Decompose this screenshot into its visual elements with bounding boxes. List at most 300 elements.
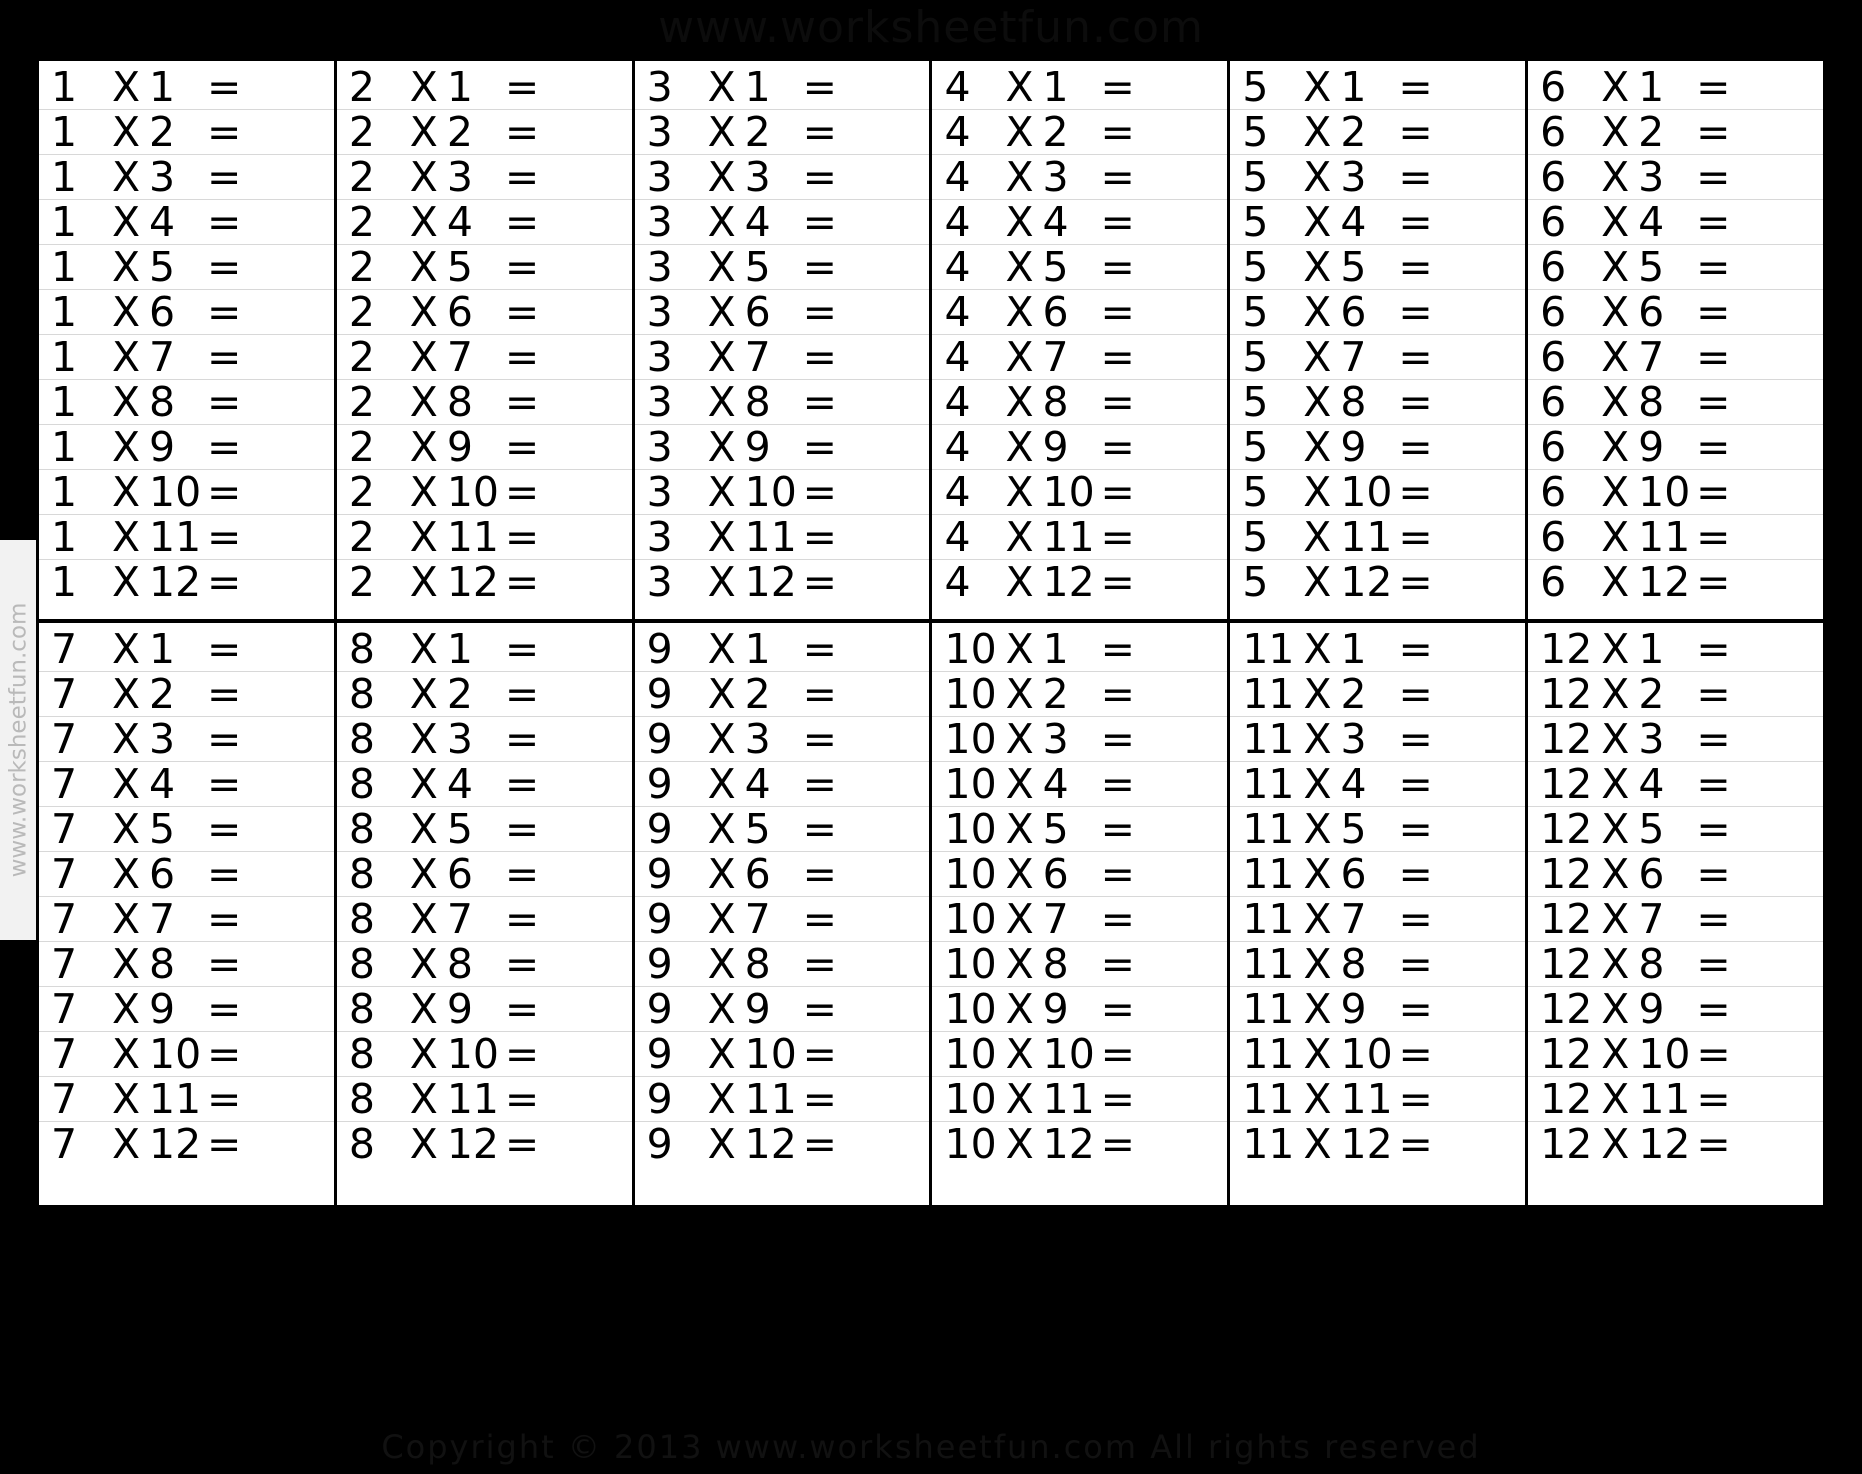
- multiply-operator: X: [111, 242, 141, 291]
- equals-sign: =: [1398, 332, 1433, 381]
- multiply-operator: X: [111, 669, 141, 718]
- equals-sign: =: [1100, 467, 1135, 516]
- multiplicand: 5: [1242, 467, 1269, 516]
- multiplicand: 8: [348, 669, 375, 718]
- multiplier: 2: [1638, 669, 1665, 718]
- multiplicand: 2: [348, 287, 375, 336]
- equals-sign: =: [802, 1120, 838, 1168]
- multiplier: 5: [744, 242, 771, 291]
- problem-row: [635, 849, 930, 898]
- multiplicand: 6: [1540, 287, 1567, 336]
- problem-row: [635, 152, 930, 201]
- equals-sign: =: [1100, 1074, 1136, 1123]
- multiplicand: 9: [646, 1120, 673, 1168]
- multiplicand: 4: [944, 152, 971, 201]
- problem-row: [337, 984, 632, 1033]
- equals-sign: =: [1398, 558, 1433, 606]
- multiplicand: 9: [646, 984, 673, 1033]
- equals-sign: =: [1696, 242, 1731, 291]
- equals-sign: =: [1398, 849, 1433, 898]
- equals-sign: =: [1100, 377, 1135, 426]
- problem-row: [932, 512, 1227, 561]
- table-column-3: [635, 61, 933, 619]
- multiply-operator: X: [1005, 377, 1034, 426]
- multiply-operator: X: [1303, 62, 1332, 111]
- multiply-operator: X: [707, 894, 736, 943]
- problem-row: [39, 804, 334, 853]
- multiplier: 3: [1340, 152, 1367, 201]
- equals-sign: =: [1100, 669, 1136, 718]
- problem-row: [932, 422, 1227, 471]
- problem-row: [932, 197, 1227, 246]
- multiplicand: 3: [646, 512, 673, 561]
- problem-row: [635, 939, 930, 988]
- equals-sign: =: [1398, 804, 1433, 853]
- problem-row: [635, 1074, 930, 1123]
- multiplier: 1: [149, 624, 176, 673]
- worksheet-sheet: [36, 58, 1826, 1208]
- multiplier: 6: [1638, 287, 1665, 336]
- multiplicand: 4: [944, 377, 971, 426]
- multiplier: 6: [446, 287, 473, 336]
- multiplicand: 4: [944, 512, 971, 561]
- multiplier: 12: [1042, 558, 1095, 606]
- equals-sign: =: [1398, 939, 1433, 988]
- problem-row: [1528, 287, 1823, 336]
- multiply-operator: X: [1005, 197, 1034, 246]
- problem-row: [39, 1029, 334, 1078]
- multiplicand: 12: [1540, 804, 1593, 853]
- multiplier: 5: [446, 804, 473, 853]
- multiplicand: 7: [51, 984, 78, 1033]
- equals-sign: =: [504, 894, 540, 943]
- multiplier: 4: [446, 197, 473, 246]
- multiplier: 5: [149, 242, 176, 291]
- equals-sign: =: [504, 242, 540, 291]
- equals-sign: =: [1398, 512, 1433, 561]
- equals-sign: =: [504, 849, 540, 898]
- equals-sign: =: [504, 558, 540, 606]
- problem-row: [1528, 804, 1823, 853]
- multiply-operator: X: [409, 197, 438, 246]
- multiplicand: 9: [646, 1074, 673, 1123]
- multiplicand: 5: [1242, 422, 1269, 471]
- equals-sign: =: [1696, 1074, 1731, 1123]
- equals-sign: =: [1100, 759, 1136, 808]
- multiply-operator: X: [111, 62, 141, 111]
- equals-sign: =: [802, 759, 838, 808]
- multiplier: 9: [744, 422, 771, 471]
- problem-row: [932, 894, 1227, 943]
- equals-sign: =: [1696, 1029, 1731, 1078]
- multiplicand: 10: [944, 984, 997, 1033]
- problem-row: [932, 560, 1227, 605]
- multiplier: 2: [1638, 107, 1665, 156]
- multiplicand: 12: [1540, 1074, 1593, 1123]
- multiplier: 1: [1340, 624, 1367, 673]
- multiplier: 7: [446, 894, 473, 943]
- multiply-operator: X: [1005, 1074, 1034, 1123]
- equals-sign: =: [802, 62, 838, 111]
- multiplicand: 3: [646, 467, 673, 516]
- problem-row: [39, 939, 334, 988]
- multiply-operator: X: [1005, 1029, 1034, 1078]
- equals-sign: =: [1100, 894, 1136, 943]
- multiplier: 8: [1042, 377, 1069, 426]
- multiply-operator: X: [111, 152, 141, 201]
- multiplier: 10: [1042, 467, 1095, 516]
- multiply-operator: X: [1303, 939, 1332, 988]
- equals-sign: =: [504, 287, 540, 336]
- multiplier: 4: [1638, 759, 1665, 808]
- multiplicand: 1: [51, 512, 78, 561]
- problem-row: [1528, 197, 1823, 246]
- equals-sign: =: [1100, 152, 1135, 201]
- equals-sign: =: [207, 558, 242, 606]
- multiplier: 1: [446, 62, 473, 111]
- multiplier: 3: [149, 714, 176, 763]
- multiply-operator: X: [1303, 558, 1332, 606]
- multiplicand: 1: [51, 467, 78, 516]
- multiply-operator: X: [1601, 1074, 1630, 1123]
- multiplicand: 5: [1242, 512, 1269, 561]
- equals-sign: =: [1398, 287, 1433, 336]
- multiplier: 11: [1042, 512, 1095, 561]
- multiplicand: 9: [646, 804, 673, 853]
- problem-row: [337, 1122, 632, 1167]
- equals-sign: =: [1696, 332, 1731, 381]
- multiply-operator: X: [409, 804, 438, 853]
- problem-row: [1528, 894, 1823, 943]
- problem-row: [1528, 152, 1823, 201]
- multiply-operator: X: [1601, 197, 1630, 246]
- multiply-operator: X: [111, 1120, 141, 1168]
- multiplicand: 6: [1540, 242, 1567, 291]
- multiplier: 6: [744, 849, 771, 898]
- multiplier: 5: [1638, 804, 1665, 853]
- multiply-operator: X: [1303, 1074, 1332, 1123]
- equals-sign: =: [1398, 669, 1433, 718]
- multiply-operator: X: [1601, 669, 1630, 718]
- problem-row: [1230, 512, 1525, 561]
- multiplicand: 2: [348, 152, 375, 201]
- multiply-operator: X: [409, 467, 438, 516]
- multiplier: 2: [1340, 107, 1367, 156]
- multiply-operator: X: [409, 107, 438, 156]
- multiplicand: 7: [51, 804, 78, 853]
- problem-row: [1230, 152, 1525, 201]
- multiply-operator: X: [409, 759, 438, 808]
- multiplicand: 6: [1540, 512, 1567, 561]
- multiplicand: 2: [348, 512, 375, 561]
- multiply-operator: X: [1601, 624, 1630, 673]
- equals-sign: =: [802, 107, 838, 156]
- problem-row: [39, 107, 334, 156]
- equals-sign: =: [1696, 467, 1731, 516]
- equals-sign: =: [1696, 804, 1731, 853]
- multiplier: 11: [744, 512, 797, 561]
- multiplier: 9: [1042, 984, 1069, 1033]
- equals-sign: =: [1696, 714, 1731, 763]
- multiplier: 6: [149, 849, 176, 898]
- problem-row: [635, 107, 930, 156]
- problem-row: [1230, 894, 1525, 943]
- multiplicand: 10: [944, 1074, 997, 1123]
- multiply-operator: X: [1303, 107, 1332, 156]
- multiplicand: 4: [944, 558, 971, 606]
- multiplier: 7: [744, 332, 771, 381]
- multiply-operator: X: [1303, 714, 1332, 763]
- multiplier: 11: [149, 512, 202, 561]
- problem-row: [1230, 669, 1525, 718]
- multiplier: 12: [744, 558, 797, 606]
- multiply-operator: X: [1601, 422, 1630, 471]
- multiplier: 5: [446, 242, 473, 291]
- multiplicand: 11: [1242, 1074, 1295, 1123]
- multiplicand: 4: [944, 107, 971, 156]
- multiplier: 11: [446, 1074, 499, 1123]
- table-column-6: [1528, 61, 1823, 619]
- problem-row: [932, 287, 1227, 336]
- problem-row: [1528, 1122, 1823, 1167]
- problem-row: [1528, 1029, 1823, 1078]
- equals-sign: =: [504, 1120, 540, 1168]
- equals-sign: =: [207, 197, 242, 246]
- equals-sign: =: [1100, 242, 1135, 291]
- problem-row: [337, 197, 632, 246]
- multiplicand: 3: [646, 62, 673, 111]
- problem-row: [337, 560, 632, 605]
- multiplier: 10: [1340, 1029, 1393, 1078]
- problem-row: [1230, 1074, 1525, 1123]
- problem-row: [1230, 984, 1525, 1033]
- multiplier: 1: [1638, 62, 1665, 111]
- multiplicand: 1: [51, 107, 78, 156]
- problem-row: [39, 714, 334, 763]
- problem-row: [39, 759, 334, 808]
- equals-sign: =: [1398, 62, 1433, 111]
- problem-row: [635, 242, 930, 291]
- problem-row: [1230, 377, 1525, 426]
- multiplicand: 12: [1540, 1120, 1593, 1168]
- multiplier: 8: [149, 377, 176, 426]
- problem-row: [1528, 242, 1823, 291]
- multiply-operator: X: [707, 467, 736, 516]
- equals-sign: =: [802, 894, 838, 943]
- table-column-4: [932, 61, 1230, 619]
- multiply-operator: X: [707, 624, 736, 673]
- problem-row: [39, 422, 334, 471]
- multiply-operator: X: [111, 894, 141, 943]
- multiplicand: 7: [51, 894, 78, 943]
- multiplier: 10: [149, 1029, 202, 1078]
- multiplier: 5: [1340, 804, 1367, 853]
- equals-sign: =: [1100, 558, 1135, 606]
- equals-sign: =: [207, 1029, 242, 1078]
- problem-row: [337, 422, 632, 471]
- equals-sign: =: [1398, 624, 1433, 673]
- multiplier: 11: [1638, 512, 1691, 561]
- multiplicand: 6: [1540, 422, 1567, 471]
- problem-row: [1230, 714, 1525, 763]
- problem-row: [39, 242, 334, 291]
- problem-row: [39, 197, 334, 246]
- multiply-operator: X: [111, 984, 141, 1033]
- multiplier: 4: [744, 197, 771, 246]
- multiplicand: 9: [646, 669, 673, 718]
- equals-sign: =: [1696, 849, 1731, 898]
- multiplicand: 8: [348, 624, 375, 673]
- multiply-operator: X: [1005, 467, 1034, 516]
- problem-row: [1230, 624, 1525, 673]
- equals-sign: =: [802, 804, 838, 853]
- multiplier: 10: [1638, 1029, 1691, 1078]
- multiplier: 12: [1638, 558, 1691, 606]
- problem-row: [932, 759, 1227, 808]
- multiplicand: 8: [348, 1120, 375, 1168]
- multiplicand: 3: [646, 242, 673, 291]
- multiplier: 4: [149, 759, 176, 808]
- multiply-operator: X: [1601, 759, 1630, 808]
- multiplicand: 12: [1540, 714, 1593, 763]
- equals-sign: =: [1100, 422, 1135, 471]
- multiplicand: 11: [1242, 804, 1295, 853]
- multiply-operator: X: [1005, 894, 1034, 943]
- table-column-9: [635, 623, 933, 1205]
- multiplicand: 1: [51, 558, 78, 606]
- problem-row: [1528, 849, 1823, 898]
- multiplicand: 12: [1540, 624, 1593, 673]
- multiply-operator: X: [1601, 62, 1630, 111]
- problem-row: [635, 1122, 930, 1167]
- multiply-operator: X: [111, 197, 141, 246]
- multiplicand: 5: [1242, 287, 1269, 336]
- problem-row: [932, 377, 1227, 426]
- equals-sign: =: [802, 1074, 838, 1123]
- multiply-operator: X: [1601, 512, 1630, 561]
- multiplier: 2: [1042, 107, 1069, 156]
- problem-row: [1528, 624, 1823, 673]
- problem-row: [337, 107, 632, 156]
- table-column-1: [39, 61, 337, 619]
- equals-sign: =: [504, 804, 540, 853]
- problem-row: [1230, 560, 1525, 605]
- equals-sign: =: [207, 759, 242, 808]
- equals-sign: =: [1398, 759, 1433, 808]
- multiplicand: 11: [1242, 939, 1295, 988]
- multiplier: 7: [149, 894, 176, 943]
- problem-row: [1528, 759, 1823, 808]
- multiplicand: 11: [1242, 714, 1295, 763]
- problem-row: [635, 560, 930, 605]
- multiplicand: 6: [1540, 107, 1567, 156]
- multiplicand: 3: [646, 558, 673, 606]
- multiply-operator: X: [409, 1074, 438, 1123]
- problem-row: [635, 804, 930, 853]
- multiplicand: 12: [1540, 759, 1593, 808]
- problem-row: [635, 1029, 930, 1078]
- problem-row: [1230, 332, 1525, 381]
- multiplicand: 10: [944, 624, 997, 673]
- equals-sign: =: [1100, 1029, 1136, 1078]
- equals-sign: =: [207, 467, 242, 516]
- equals-sign: =: [802, 1029, 838, 1078]
- multiplier: 11: [1042, 1074, 1095, 1123]
- multiply-operator: X: [707, 759, 736, 808]
- multiply-operator: X: [111, 714, 141, 763]
- problem-row: [635, 332, 930, 381]
- table-column-7: [39, 623, 337, 1205]
- multiply-operator: X: [1005, 422, 1034, 471]
- multiplier: 3: [446, 714, 473, 763]
- equals-sign: =: [802, 714, 838, 763]
- multiplier: 8: [744, 377, 771, 426]
- equals-sign: =: [504, 714, 540, 763]
- multiplicand: 8: [348, 939, 375, 988]
- equals-sign: =: [1696, 512, 1731, 561]
- multiplier: 7: [1638, 332, 1665, 381]
- multiplicand: 11: [1242, 1120, 1295, 1168]
- multiplier: 12: [1638, 1120, 1691, 1168]
- equals-sign: =: [1696, 939, 1731, 988]
- equals-sign: =: [1398, 984, 1433, 1033]
- multiplier: 2: [744, 107, 771, 156]
- multiplier: 6: [1340, 287, 1367, 336]
- problem-row: [932, 1074, 1227, 1123]
- problem-row: [337, 332, 632, 381]
- multiplicand: 10: [944, 1029, 997, 1078]
- table-column-2: [337, 61, 635, 619]
- equals-sign: =: [802, 467, 838, 516]
- multiply-operator: X: [409, 1120, 438, 1168]
- equals-sign: =: [1398, 152, 1433, 201]
- equals-sign: =: [1696, 624, 1731, 673]
- multiply-operator: X: [409, 894, 438, 943]
- multiplier: 3: [744, 714, 771, 763]
- equals-sign: =: [802, 512, 838, 561]
- problem-row: [39, 152, 334, 201]
- problem-row: [1230, 939, 1525, 988]
- problem-row: [635, 984, 930, 1033]
- problem-row: [1528, 939, 1823, 988]
- table-column-5: [1230, 61, 1528, 619]
- multiplier: 9: [744, 984, 771, 1033]
- equals-sign: =: [1398, 422, 1433, 471]
- multiplicand: 11: [1242, 849, 1295, 898]
- multiply-operator: X: [1601, 558, 1630, 606]
- problem-row: [39, 849, 334, 898]
- multiplicand: 6: [1540, 197, 1567, 246]
- multiplicand: 4: [944, 242, 971, 291]
- multiplicand: 2: [348, 242, 375, 291]
- multiply-operator: X: [707, 377, 736, 426]
- problem-row: [932, 467, 1227, 516]
- multiplier: 9: [1042, 422, 1069, 471]
- equals-sign: =: [504, 512, 540, 561]
- equals-sign: =: [207, 242, 242, 291]
- equals-sign: =: [504, 62, 540, 111]
- multiply-operator: X: [707, 1029, 736, 1078]
- multiply-operator: X: [1303, 467, 1332, 516]
- equals-sign: =: [504, 759, 540, 808]
- multiplicand: 1: [51, 62, 78, 111]
- multiplier: 9: [1340, 984, 1367, 1033]
- multiplier: 10: [1042, 1029, 1095, 1078]
- multiply-operator: X: [707, 512, 736, 561]
- equals-sign: =: [504, 669, 540, 718]
- table-column-11: [1230, 623, 1528, 1205]
- multiplicand: 3: [646, 377, 673, 426]
